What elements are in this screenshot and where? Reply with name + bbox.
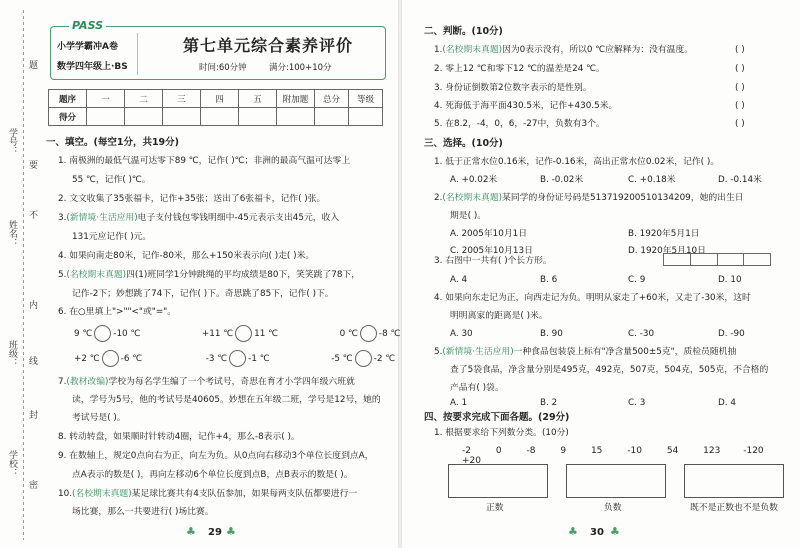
neither-box[interactable] <box>684 464 784 498</box>
judge-5: 5. 在8.2，-4，0，6，-27中，负数有3个。 <box>434 119 605 129</box>
c5-tag: (新情境·生活应用) <box>442 347 514 357</box>
judge-5-mark[interactable]: ( ) <box>735 119 745 129</box>
choice-5-d[interactable]: D. 4 <box>718 398 736 408</box>
compare-circle[interactable] <box>229 350 246 367</box>
c2-tag: (名校期末真题) <box>442 193 503 203</box>
number-item: +20 <box>462 456 481 466</box>
negative-box[interactable] <box>566 464 666 498</box>
question-7 <box>58 377 355 388</box>
compare-left: 9 ℃ <box>74 329 93 339</box>
exam-time: 时间:60分钟 <box>199 63 247 73</box>
question-6: 6. 在○里填上">""<"或"="。 <box>58 307 177 317</box>
number-list <box>462 446 800 466</box>
score-header: 总分 <box>315 90 349 108</box>
score-cell[interactable] <box>277 108 315 126</box>
q7-tag: (教材改编) <box>66 377 109 387</box>
choice-4-d[interactable]: D. -90 <box>718 329 745 339</box>
q5-tag: (名校期末真题) <box>66 270 127 280</box>
compare-left: 0 ℃ <box>339 329 358 339</box>
score-header: 三 <box>163 90 201 108</box>
question-1-line1: 1. 南极洲的最低气温可达零下89 ℃，记作( )℃；非洲的最高气温可达零上 <box>58 156 351 166</box>
choice-4-a[interactable]: A. 30 <box>450 329 473 339</box>
choice-3: 3. 右图中一共有( )个长方形。 <box>434 256 552 266</box>
choice-4-line2: 明明离家的距离是( )米。 <box>450 311 548 321</box>
compare-right: -8 ℃ <box>378 329 401 339</box>
mark-feng: 封 <box>27 410 37 419</box>
question-7-line3: 考试号是( )。 <box>72 413 126 423</box>
compare-circle[interactable] <box>360 325 377 342</box>
cut-line <box>23 10 24 540</box>
compare-left: -5 ℃ <box>331 354 353 364</box>
choice-1-b[interactable]: B. -0.02米 <box>540 175 584 185</box>
mark-nei: 内 <box>27 300 37 309</box>
score-header: 一 <box>87 90 125 108</box>
q7-num: 7. <box>58 377 67 387</box>
label-class: 班级： <box>7 340 17 367</box>
score-cell[interactable] <box>125 108 163 126</box>
tree-icon: ♣ <box>568 525 578 538</box>
score-header: 四 <box>201 90 239 108</box>
compare-right: 11 ℃ <box>254 329 279 339</box>
exam-score: 满分:100+10分 <box>269 63 332 73</box>
score-header: 等级 <box>349 90 383 108</box>
choice-2-b[interactable]: B. 1920年5月1日 <box>628 229 700 239</box>
judge-3: 3. 身份证倒数第2位数字表示的是性别。 <box>434 83 592 93</box>
score-table <box>48 89 383 126</box>
question-5 <box>58 270 360 281</box>
choice-1-a[interactable]: A. +0.02米 <box>450 175 498 185</box>
j1-num: 1. <box>434 45 443 55</box>
c5-text: 一种食品包装袋上标有"净含量500±5克"，质检员随机抽 <box>513 347 737 357</box>
question-3-line2: 131元应记作( )元。 <box>72 232 152 242</box>
q10-text: 某足球比赛共有4支队伍参加，如果每两支队伍都要进行一 <box>131 489 358 499</box>
question-10 <box>58 489 357 500</box>
judge-1-mark[interactable]: ( ) <box>735 45 745 55</box>
score-cell[interactable] <box>315 108 349 126</box>
judge-3-mark[interactable]: ( ) <box>735 83 745 93</box>
question-9-line1: 9. 在数轴上，规定0点向右为正，向左为负。从0点向右移动3个单位长度到点A， <box>58 451 374 461</box>
mark-bu: 不 <box>27 210 37 219</box>
score-cell[interactable] <box>163 108 201 126</box>
choice-4-c[interactable]: C. -30 <box>628 329 655 339</box>
choice-3-d[interactable]: D. 10 <box>718 275 742 285</box>
positive-label: 正数 <box>486 503 504 513</box>
question-5-line2: 记作-2下；妙想跳了74下，记作( )下。奇思跳了85下，记作( )下。 <box>72 289 334 299</box>
compare-right: -6 ℃ <box>120 354 143 364</box>
j1-tag: (名校期末真题) <box>442 45 503 55</box>
label-school: 学校： <box>7 450 17 477</box>
q10-tag: (名校期末真题) <box>72 489 132 499</box>
score-header: 题序 <box>49 90 87 108</box>
page-number-left: 29 <box>208 527 222 538</box>
grade-label: 数学四年级上·BS <box>57 62 128 72</box>
choice-1-d[interactable]: D. -0.14米 <box>718 175 762 185</box>
choice-2-a[interactable]: A. 2005年10月1日 <box>450 229 528 239</box>
judge-2-mark[interactable]: ( ) <box>735 64 745 74</box>
mark-ti: 题 <box>27 60 37 69</box>
score-cell[interactable] <box>201 108 239 126</box>
compare-left: +11 ℃ <box>201 329 234 339</box>
choice-3-a[interactable]: A. 4 <box>450 275 468 285</box>
choice-2-d[interactable]: D. 1920年5月10日 <box>628 246 706 256</box>
section-fill-blank: 一、填空。(每空1分，共19分) <box>46 137 180 148</box>
choice-1: 1. 低于正常水位0.16米，记作-0.16米，高出正常水位0.02米，记作( )。 <box>434 157 720 167</box>
compare-row-2 <box>74 350 395 367</box>
q10-num: 10. <box>58 489 72 499</box>
number-item: -10 <box>627 446 642 456</box>
question-2: 2. 文文收集了35张福卡，记作+35张；送出了6张福卡，记作( )张。 <box>58 194 326 204</box>
choice-2-line2: 期是( )。 <box>450 211 487 221</box>
choice-3-c[interactable]: C. 9 <box>628 275 646 285</box>
label-name: 姓名： <box>7 220 17 247</box>
exam-header <box>50 19 386 80</box>
compare-left: -3 ℃ <box>205 354 228 364</box>
number-item: -2 <box>462 446 471 456</box>
choice-4-line1: 4. 如果向东走记为正，向西走记为负。明明从家走了+60米，又走了-30米，这时 <box>434 293 751 303</box>
negative-label: 负数 <box>604 503 622 513</box>
compare-right: -1 ℃ <box>248 354 270 364</box>
section-judge: 二、判断。(10分) <box>424 26 503 37</box>
choice-5-a[interactable]: A. 1 <box>450 398 468 408</box>
mark-yao: 要 <box>27 160 37 169</box>
section-choice: 三、选择。(10分) <box>424 138 503 149</box>
number-item: -120 <box>743 446 764 456</box>
pass-logo: PASS <box>69 19 106 32</box>
choice-5-line2: 查了5袋食品，净含量分别是495克，492克，507克，504克，505克，不合格的 <box>450 365 769 375</box>
q5-text: 四(1)班同学1分钟跳绳的平均成绩是80下，笑笑跳了78下， <box>126 270 361 280</box>
number-item: 9 <box>560 446 567 456</box>
compare-circle[interactable] <box>355 350 372 367</box>
score-cell[interactable] <box>349 108 383 126</box>
section-tasks: 四、按要求完成下面各题。(29分) <box>424 412 570 423</box>
judge-2: 2. 零上12 ℃和零下12 ℃的温差是24 ℃。 <box>434 64 605 74</box>
c2-num: 2. <box>434 193 443 203</box>
question-9-line2: 点A表示的数是( )，再向左移动6个单位长度到点B，点B表示的数是( )。 <box>72 470 353 480</box>
q3-text: 电子支付钱包零钱明细中-45元表示支出45元，收入 <box>137 213 340 223</box>
neither-label: 既不是正数也不是负数 <box>690 503 778 513</box>
page-number-right: 30 <box>590 527 604 538</box>
binding-margin <box>4 10 37 540</box>
c5-num: 5. <box>434 347 443 357</box>
compare-right: -2 ℃ <box>373 354 396 364</box>
compare-circle[interactable] <box>102 350 119 367</box>
q3-num: 3. <box>58 213 67 223</box>
choice-3-b[interactable]: B. 6 <box>540 275 558 285</box>
number-item: 54 <box>666 446 679 456</box>
score-header: 五 <box>239 90 277 108</box>
choice-5-line3: 产品有( )袋。 <box>450 383 504 393</box>
choice-5-b[interactable]: B. 2 <box>540 398 558 408</box>
tree-icon: ♣ <box>226 525 236 538</box>
question-8: 8. 转动转盘，如果顺时针转动4圈，记作+4，那么-8表示( )。 <box>58 432 300 442</box>
positive-box[interactable] <box>448 464 548 498</box>
rectangle-figure <box>663 253 771 266</box>
number-item: -8 <box>526 446 536 456</box>
score-cell[interactable] <box>239 108 277 126</box>
score-header: 二 <box>125 90 163 108</box>
choice-2 <box>434 193 744 204</box>
question-1-line2: 55 ℃，记作( )℃。 <box>72 175 151 185</box>
choice-5 <box>434 347 736 358</box>
question-10-line2: 场比赛，那么一共要进行( )场比赛。 <box>72 507 214 517</box>
q3-tag: (新情境·生活应用) <box>66 213 138 223</box>
q7-text: 学校为每名学生编了一个考试号，奇思在育才小学四年级六班就 <box>108 377 355 387</box>
choice-2-c[interactable]: C. 2005年10月13日 <box>450 246 533 256</box>
c2-text: 某同学的身份证号码是513719200510134209，她的出生日 <box>502 193 744 203</box>
judge-4: 4. 死海低于海平面430.5米，记作+430.5米。 <box>434 101 618 111</box>
number-item: 123 <box>703 446 721 456</box>
label-student-id: 学号： <box>7 128 17 155</box>
header-divider <box>137 33 138 75</box>
q5-num: 5. <box>58 270 67 280</box>
choice-5-c[interactable]: C. 3 <box>628 398 646 408</box>
tree-icon: ♣ <box>186 525 196 538</box>
compare-right: -10 ℃ <box>113 329 141 339</box>
question-3 <box>58 213 339 224</box>
judge-4-mark[interactable]: ( ) <box>735 101 745 111</box>
j1-text: 因为0表示没有，所以0 ℃应解释为：没有温度。 <box>502 45 694 55</box>
number-item: 15 <box>590 446 603 456</box>
compare-circle[interactable] <box>94 325 111 342</box>
mark-xian: 线 <box>27 356 37 365</box>
exam-title: 第七单元综合素养评价 <box>183 36 354 55</box>
choice-1-c[interactable]: C. +0.18米 <box>628 175 676 185</box>
task-1: 1. 根据要求给下列数分类。(10分) <box>434 428 569 438</box>
choice-4-b[interactable]: B. 90 <box>540 329 563 339</box>
compare-row-1 <box>74 325 400 342</box>
tree-icon: ♣ <box>610 525 620 538</box>
compare-left: +2 ℃ <box>74 354 100 364</box>
mark-mi: 密 <box>27 480 37 489</box>
series-name: 小学学霸冲A卷 <box>57 42 118 52</box>
compare-circle[interactable] <box>235 325 252 342</box>
book-spine <box>398 0 402 548</box>
judge-1 <box>434 45 693 56</box>
number-item: 0 <box>495 446 502 456</box>
score-row-label: 得分 <box>49 108 87 126</box>
question-7-line2: 读，学号为5号，他的考试号是40605。妙想在五年级二班，学号是12号，她的 <box>72 395 381 405</box>
score-header: 附加题 <box>277 90 315 108</box>
question-4: 4. 如果向南走80米，记作-80米，那么+150米表示向( )走( )米。 <box>58 251 315 261</box>
score-cell[interactable] <box>87 108 125 126</box>
